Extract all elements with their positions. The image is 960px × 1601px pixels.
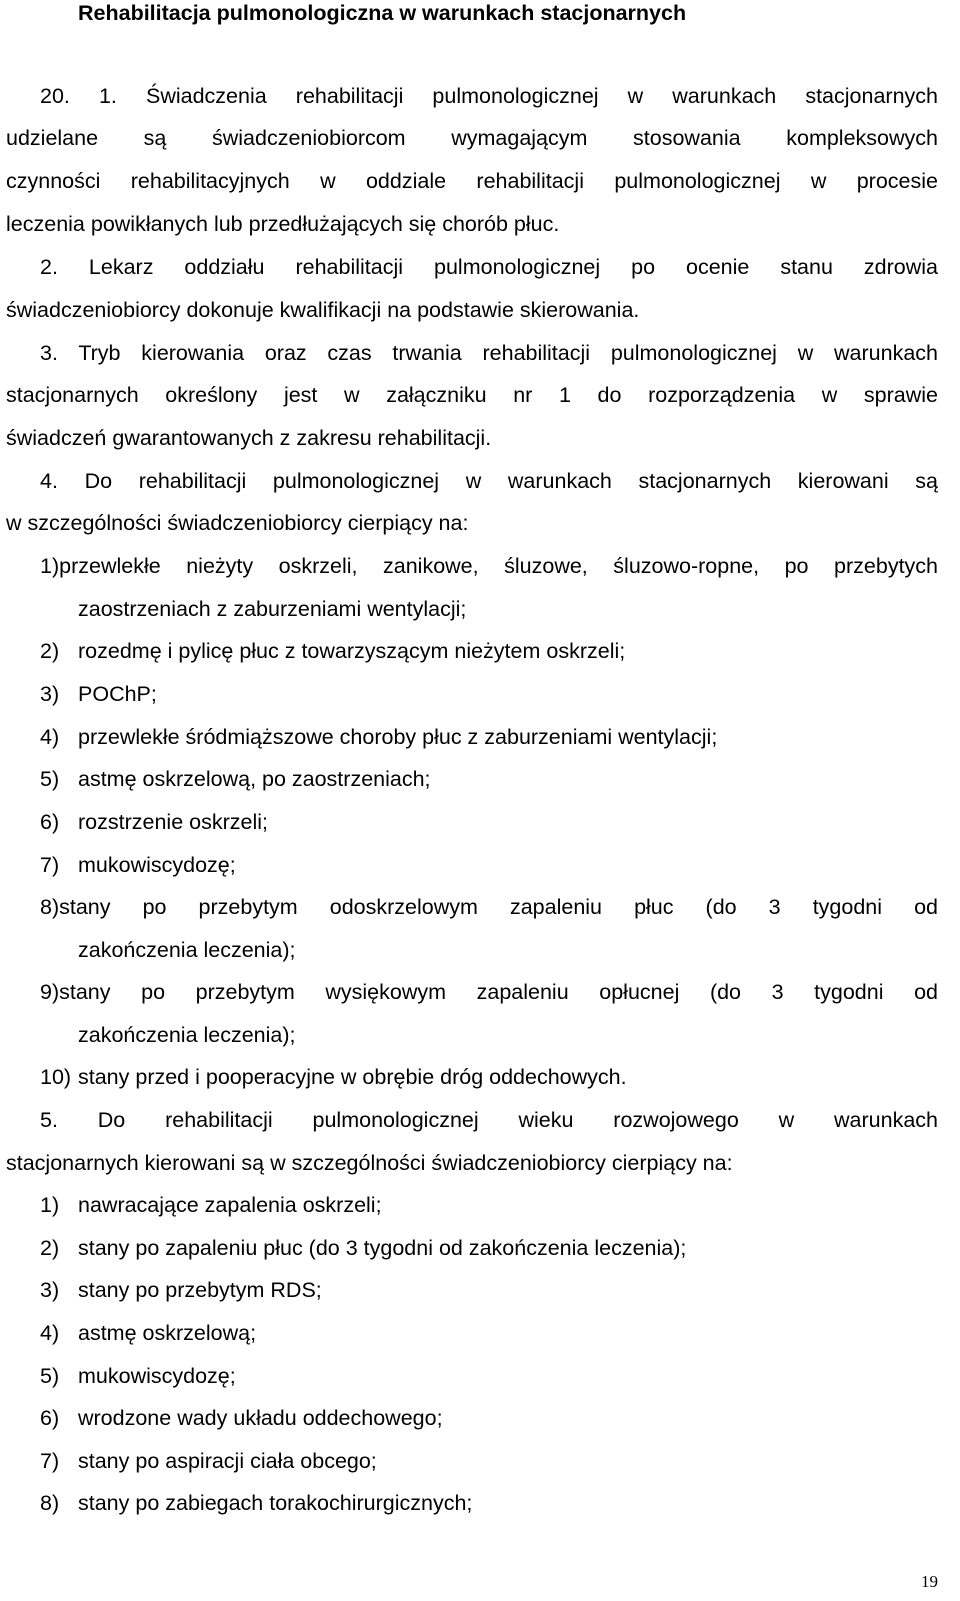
para3-line1: 3. Tryb kierowania oraz czas trwania rehabilitacji pulmonologicznej w warunkach [40, 341, 938, 365]
para5-line2: stacjonarnych kierowani są w szczególności świadczeniobiorcy cierpiący na: [6, 1151, 733, 1175]
para1-line3: czynności rehabilitacyjnych w oddziale rehabilitacji pulmonologicznej w procesie [6, 169, 938, 193]
list-item-text: astmę oskrzelową, po zaostrzeniach; [78, 767, 431, 791]
list-item [40, 978, 938, 1006]
list-item-text: stany po przebytym wysiękowym zapaleniu opłucnej (do 3 tygodni od [59, 980, 938, 1004]
para1-line4: leczenia powikłanych lub przedłużających się chorób płuc. [6, 212, 560, 236]
list-item [40, 1191, 382, 1219]
list-item-number: 2) [40, 1236, 60, 1260]
para4-line2: w szczególności świadczeniobiorcy cierpiący na: [6, 511, 469, 535]
list-item-number: 3) [40, 682, 60, 706]
list-item-number: 9) [40, 980, 60, 1004]
list-item [40, 1234, 686, 1262]
list-item-number: 7) [40, 853, 60, 877]
para1-line1: 20. 1. Świadczenia rehabilitacji pulmonologicznej w warunkach stacjonarnych [40, 84, 938, 108]
list-item [40, 1404, 443, 1432]
list-item-text: wrodzone wady układu oddechowego; [78, 1406, 443, 1430]
list-item-number: 10) [40, 1065, 72, 1089]
list-item-number: 7) [40, 1449, 60, 1473]
list-item-number: 6) [40, 810, 60, 834]
para3-line2: stacjonarnych określony jest w załączniku nr 1 do rozporządzenia w sprawie [6, 383, 938, 407]
para3-line3: świadczeń gwarantowanych z zakresu rehabilitacji. [6, 426, 492, 450]
list-item-text: POChP; [78, 682, 157, 706]
list-item [40, 893, 938, 921]
list-item-number: 2) [40, 639, 60, 663]
list-item-text: stany przed i pooperacyjne w obrębie dróg oddechowych. [78, 1065, 627, 1089]
list-item-number: 8) [40, 895, 60, 919]
list-item [40, 637, 625, 665]
list-item [40, 680, 157, 708]
list-item-text: stany po zabiegach torakochirurgicznych; [78, 1491, 473, 1515]
list-item-text: mukowiscydozę; [78, 1364, 236, 1388]
list-item [40, 1276, 322, 1304]
list-item [40, 1362, 236, 1390]
list-item-text: nawracające zapalenia oskrzeli; [78, 1193, 382, 1217]
list-item-continuation: zakończenia leczenia); [78, 1023, 296, 1047]
list-item-text: rozstrzenie oskrzeli; [78, 810, 268, 834]
para2-line2: świadczeniobiorcy dokonuje kwalifikacji na podstawie skierowania. [6, 298, 640, 322]
para1-line2: udzielane są świadczeniobiorcom wymagającym stosowania kompleksowych [6, 126, 938, 150]
list-item [40, 552, 938, 580]
page-number: 19 [921, 1572, 938, 1591]
list-item-text: rozedmę i pylicę płuc z towarzyszącym nieżytem oskrzeli; [78, 639, 626, 663]
list-item-text: stany po przebytym RDS; [78, 1278, 322, 1302]
list-item-number: 1) [40, 554, 60, 578]
para2-line1: 2. Lekarz oddziału rehabilitacji pulmonologicznej po ocenie stanu zdrowia [40, 255, 938, 279]
list-item [40, 1063, 627, 1091]
list-item [40, 1489, 472, 1517]
list-item [40, 1319, 256, 1347]
list-item [40, 1447, 377, 1475]
list-item-number: 6) [40, 1406, 60, 1430]
list-item-number: 5) [40, 767, 60, 791]
document-title: Rehabilitacja pulmonologiczna w warunkach stacjonarnych [78, 1, 687, 25]
list-item-number: 3) [40, 1278, 60, 1302]
para4-line1: 4. Do rehabilitacji pulmonologicznej w warunkach stacjonarnych kierowani są [40, 469, 938, 493]
list-item [40, 723, 717, 751]
list-item [40, 765, 431, 793]
list-item-text: stany po aspiracji ciała obcego; [78, 1449, 377, 1473]
list-item-continuation: zakończenia leczenia); [78, 938, 296, 962]
list-item-number: 4) [40, 725, 60, 749]
list-item-text: mukowiscydozę; [78, 853, 236, 877]
list-item [40, 851, 236, 879]
list-item-text: stany po zapaleniu płuc (do 3 tygodni od zakończenia leczenia); [78, 1236, 687, 1260]
list-item-text: stany po przebytym odoskrzelowym zapaleniu płuc (do 3 tygodni od [59, 895, 938, 919]
list-item-text: astmę oskrzelową; [78, 1321, 257, 1345]
list-item-number: 1) [40, 1193, 60, 1217]
list-item-number: 8) [40, 1491, 60, 1515]
list-item [40, 808, 268, 836]
para5-line1: 5. Do rehabilitacji pulmonologicznej wieku rozwojowego w warunkach [40, 1108, 938, 1132]
list-item-continuation: zaostrzeniach z zaburzeniami wentylacji; [78, 597, 467, 621]
list-item-text: przewlekłe śródmiąższowe choroby płuc z zaburzeniami wentylacji; [78, 725, 718, 749]
list-item-text: przewlekłe nieżyty oskrzeli, zanikowe, śluzowe, śluzowo-ropne, po przebytych [59, 554, 938, 578]
list-item-number: 5) [40, 1364, 60, 1388]
list-item-number: 4) [40, 1321, 60, 1345]
